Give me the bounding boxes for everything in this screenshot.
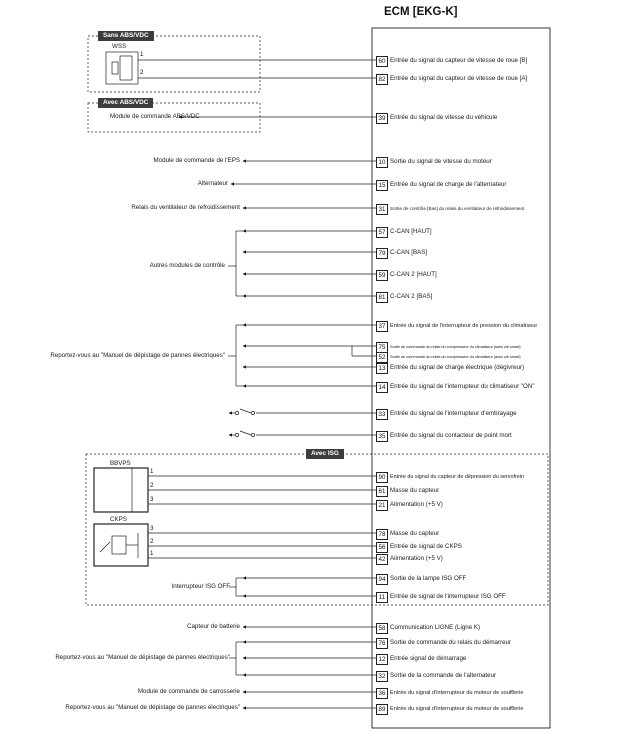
wss-wire-1: 1 — [140, 51, 144, 58]
pin-number: 82 — [376, 74, 388, 85]
pin-signal: Entrée du signal de l'interrupteur d'embrayage — [390, 410, 517, 417]
pin-number: 60 — [376, 56, 388, 67]
pin-number: 58 — [376, 623, 388, 634]
pin-number: 37 — [376, 321, 388, 332]
pin-number: 57 — [376, 227, 388, 238]
pin-number: 76 — [376, 638, 388, 649]
pin-signal: Entrée du signal du capteur de dépression du servofrein — [390, 474, 524, 480]
reportez-label-2: Reportez-vous au "Manuel de dépistage de pannes électriques" — [55, 654, 230, 661]
pin-signal: Alimentation (+5 V) — [390, 555, 443, 562]
ckps-wire-2: 2 — [150, 538, 154, 545]
pin-number: 56 — [376, 542, 388, 553]
pin-number: 59 — [376, 270, 388, 281]
pin-signal: Entrée du signal de l'interrupteur du climatiseur "ON" — [390, 383, 535, 390]
pin-signal: Alimentation (+5 V) — [390, 501, 443, 508]
pin-signal: Entrée du signal du capteur de vitesse de roue [A] — [390, 75, 528, 82]
ckps-wire-3: 3 — [150, 525, 154, 532]
pin-signal: Sortie du signal de vitesse du moteur — [390, 158, 492, 165]
bbvps-wire-3: 3 — [150, 496, 154, 503]
pin-signal: Entrée du signal d'interrupteur du moteur de soufflerie — [390, 690, 524, 696]
pin-signal: Masse du capteur — [390, 487, 440, 494]
pin-number: 42 — [376, 554, 388, 565]
ecm-title: ECM [EKG-K] — [384, 6, 458, 18]
wss-label: WSS — [112, 43, 127, 50]
pin-number: 78 — [376, 529, 388, 540]
bbvps-label: BBVPS — [110, 460, 131, 467]
abs-module-label: Module de commande ABS/VDC — [110, 113, 200, 120]
pin-number: 89 — [376, 704, 388, 715]
relais-vent-label: Relais du ventilateur de refroidissement — [131, 204, 240, 211]
pin-signal: C-CAN 2 [BAS] — [390, 293, 433, 300]
pin-number: 33 — [376, 409, 388, 420]
pin-signal: Entrée signal de démarrage — [390, 655, 467, 662]
pin-number: 13 — [376, 363, 388, 374]
avec-abs-tag: Avec ABS/VDC — [98, 98, 153, 108]
batterie-label: Capteur de batterie — [187, 623, 240, 630]
pin-signal: Sortie de la lampe ISG OFF — [390, 575, 467, 582]
carrosserie-label: Module de commande de carrosserie — [137, 688, 240, 695]
isg-off-label: Interrupteur ISG OFF — [171, 583, 230, 590]
avec-isg-tag: Avec ISG — [306, 449, 344, 459]
autres-modules-label: Autres modules de contrôle — [149, 262, 225, 269]
pin-signal: Entrée de signal de l'interrupteur ISG OFF — [390, 593, 506, 600]
pin-signal: Entrée du signal de l'interrupteur de pression du climatiseur — [390, 323, 538, 329]
pin-signal: C-CAN 2 [HAUT] — [390, 271, 437, 278]
pin-number: 39 — [376, 113, 388, 124]
pin-signal: Sortie de commande du relais du compresseur du climatiseur [avec clé smart] — [390, 354, 521, 359]
pin-signal: Sortie de la commande de l'alternateur — [390, 672, 497, 679]
wss-wire-2: 2 — [140, 69, 144, 76]
bbvps-body — [94, 468, 148, 512]
bbvps-wire-1: 1 — [150, 468, 154, 475]
pin-signal: Entrée du signal de vitesse du véhicule — [390, 114, 498, 121]
pin-number: 52 — [376, 352, 388, 363]
pin-signal: Entrée du signal d'interrupteur du moteur de soufflerie — [390, 706, 524, 712]
ecm-box — [372, 28, 550, 728]
reportez-label-1: Reportez-vous au "Manuel de dépistage de pannes électriques" — [50, 352, 225, 359]
bbvps-wire-2: 2 — [150, 482, 154, 489]
pin-number: 32 — [376, 671, 388, 682]
pin-number: 79 — [376, 248, 388, 259]
pin-number: 35 — [376, 431, 388, 442]
pin-number: 81 — [376, 292, 388, 303]
pin-number: 94 — [376, 574, 388, 585]
pin-number: 14 — [376, 382, 388, 393]
pin-signal: Entrée du signal du capteur de vitesse de roue [B] — [390, 57, 528, 64]
wss-body — [106, 52, 138, 84]
pin-number: 36 — [376, 688, 388, 699]
pin-signal: Sortie de contrôle [Bas] du relais du ventilateur de refroidissement — [390, 206, 525, 211]
pin-signal: Entrée du signal de charge de l'alternateur — [390, 181, 507, 188]
pin-signal: Communication LIGNE (Ligne K) — [390, 624, 481, 631]
pin-number: 12 — [376, 654, 388, 665]
pin-number: 21 — [376, 500, 388, 511]
pin-signal: C-CAN [HAUT] — [390, 228, 432, 235]
pin-signal: Masse du capteur — [390, 530, 440, 537]
pin-signal: Sortie de commande du relais du compresseur du climatiseur [sans clé smart] — [390, 344, 521, 349]
pin-signal: C-CAN [BAS] — [390, 249, 428, 256]
pin-signal: Entrée du signal de charge électrique (dégivreur) — [390, 364, 525, 371]
pin-number: 15 — [376, 180, 388, 191]
sans-abs-tag: Sans ABS/VDC — [98, 31, 154, 41]
pin-signal: Sortie de commande du relais du démarreur — [390, 639, 512, 646]
pin-number: 90 — [376, 472, 388, 483]
pin-number: 11 — [376, 592, 388, 603]
alternateur-label: Alternateur — [197, 180, 228, 187]
ckps-body — [94, 524, 148, 566]
pin-signal: Entrée de signal de CKPS — [390, 543, 462, 550]
reportez-label-3: Reportez-vous au "Manuel de dépistage de pannes électriques" — [65, 704, 240, 711]
pin-number: 10 — [376, 157, 388, 168]
ckps-wire-1: 1 — [150, 550, 154, 557]
pin-signal: Entrée du signal du contacteur de point mort — [390, 432, 512, 439]
pin-number: 31 — [376, 204, 388, 215]
eps-label: Module de commande de l'EPS — [153, 157, 240, 164]
pin-number: 61 — [376, 486, 388, 497]
pin-number: 75 — [376, 342, 388, 353]
ckps-label: CKPS — [110, 516, 127, 523]
